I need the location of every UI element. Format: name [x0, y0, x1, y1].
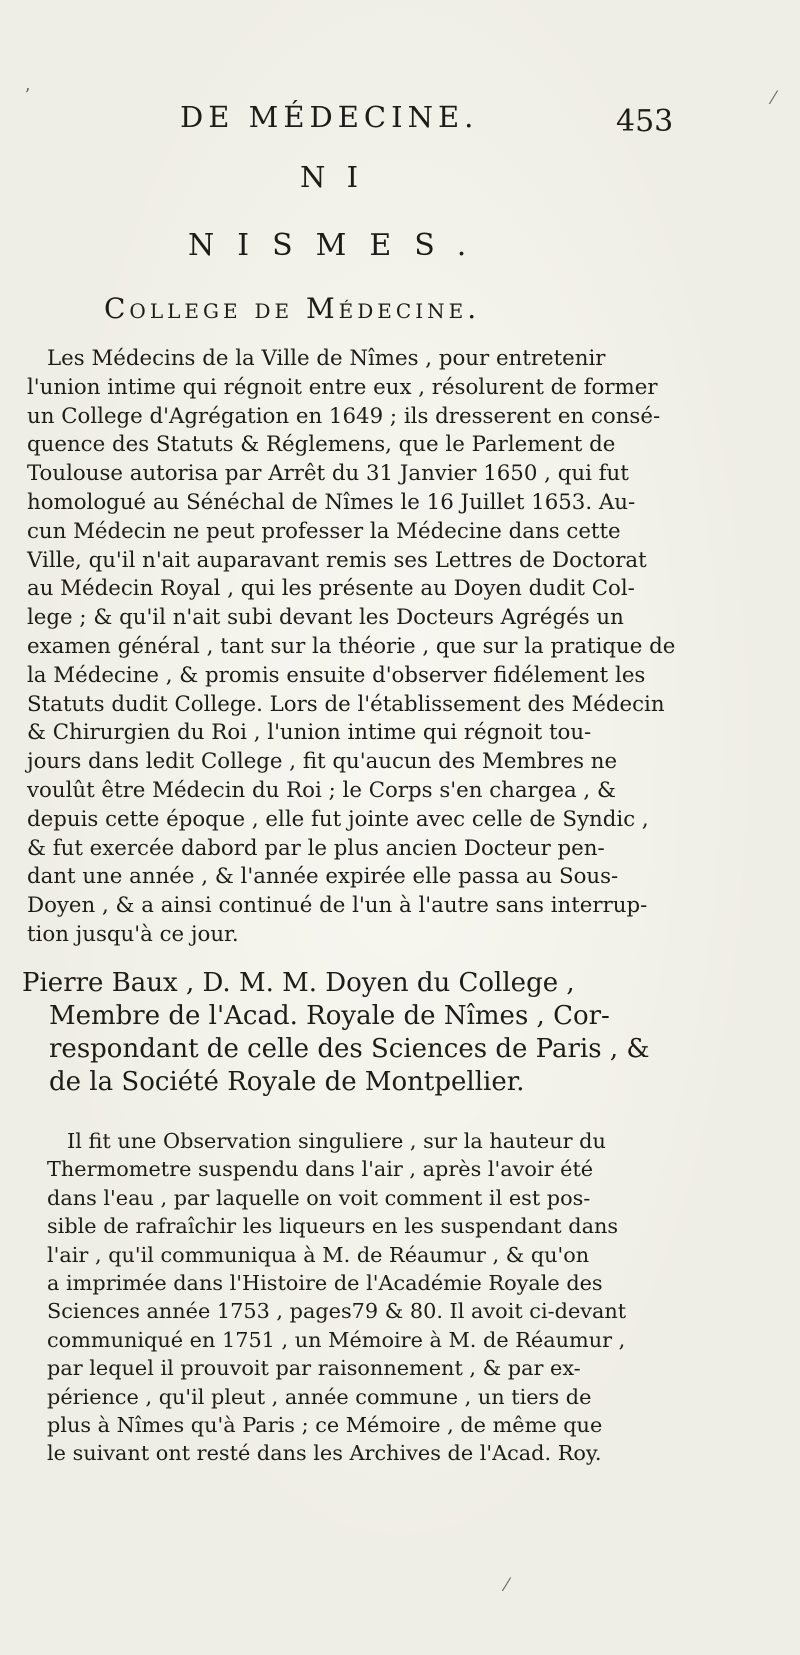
- paragraph-line: Ville, qu'il n'ait auparavant remis ses Lettres de Doctorat: [27, 547, 647, 573]
- paragraph-line: a imprimée dans l'Histoire de l'Académie Royale des: [47, 1271, 603, 1296]
- entry-line: respondant de celle des Sciences de Paris , &: [49, 1034, 650, 1064]
- paragraph-line: Les Médecins de la Ville de Nîmes , pour entretenir: [47, 346, 606, 371]
- paragraph-line: dant une année , & l'année expirée elle passa au Sous-: [27, 864, 619, 890]
- paragraph-line: voulût être Médecin du Roi ; le Corps s'en chargea , &: [27, 777, 616, 803]
- member-entry-heading: [22, 967, 694, 1099]
- entry-line: Pierre Baux , D. M. M. Doyen du College ,: [22, 968, 575, 998]
- paragraph-line: jours dans ledit College , fit qu'aucun des Membres ne: [27, 749, 618, 775]
- paragraph-line: Sciences année 1753 , pages79 & 80. Il avoit ci-devant: [47, 1299, 627, 1324]
- college-history-paragraph: [27, 345, 683, 950]
- paragraph-line: & fut exercée dabord par le plus ancien Docteur pen-: [27, 835, 605, 861]
- paragraph-line: tion jusqu'à ce jour.: [27, 921, 239, 947]
- paragraph-line: examen général , tant sur la théorie , que sur la pratique de: [27, 633, 676, 659]
- paragraph-line: depuis cette époque , elle fut jointe avec celle de Syndic ,: [27, 806, 649, 832]
- paragraph-line: l'air , qu'il communiqua à M. de Réaumur , & qu'on: [47, 1242, 590, 1267]
- paragraph-line: lege ; & qu'il n'ait subi devant les Docteurs Agrégés un: [27, 605, 624, 631]
- paragraph-line: Il fit une Observation singuliere , sur la hauteur du: [67, 1129, 606, 1153]
- paragraph-line: sible de rafraîchir les liqueurs en les suspendant dans: [47, 1214, 619, 1239]
- paragraph-line: plus à Nîmes qu'à Paris ; ce Mémoire , de même que: [47, 1413, 603, 1438]
- paragraph-line: Toulouse autorisa par Arrêt du 31 Janvier 1650 , qui fut: [27, 461, 629, 487]
- paragraph-line: la Médecine , & promis ensuite d'observer fidélement les: [27, 662, 646, 688]
- paragraph-line: homologué au Sénéchal de Nîmes le 16 Juillet 1653. Au-: [27, 489, 636, 515]
- paragraph-line: Thermometre suspendu dans l'air , après l'avoir été: [47, 1157, 594, 1182]
- paragraph-line: un College d'Agrégation en 1649 ; ils dresserent en consé-: [27, 403, 661, 429]
- paragraph-line: le suivant ont resté dans les Archives de l'Acad. Roy.: [47, 1441, 602, 1466]
- page-number: 453: [616, 104, 674, 139]
- paragraph-line: Statuts dudit College. Lors de l'établissement des Médecin: [27, 691, 665, 717]
- college-heading: College de Médecine.: [104, 292, 481, 325]
- paragraph-line: & Chirurgien du Roi , l'union intime qui régnoit tou-: [27, 720, 592, 746]
- paragraph-line: cun Médecin ne peut professer la Médecine dans cette: [27, 518, 621, 544]
- city-heading: NISMES.: [188, 228, 490, 263]
- paragraph-line: communiqué en 1751 , un Mémoire à M. de Réaumur ,: [47, 1327, 626, 1352]
- entry-line: Membre de l'Acad. Royale de Nîmes , Cor-: [49, 1001, 610, 1031]
- paragraph-line: l'union intime qui régnoit entre eux , résolurent de former: [27, 374, 658, 400]
- ink-speck: ⁄: [505, 1575, 509, 1596]
- section-code: N I: [300, 160, 365, 194]
- observation-paragraph: [47, 1127, 683, 1468]
- paragraph-line: dans l'eau , par laquelle on voit comment il est pos-: [47, 1185, 591, 1210]
- paragraph-line: Doyen , & a ainsi continué de l'un à l'autre sans interrup-: [27, 893, 648, 919]
- paragraph-line: quence des Statuts & Réglemens, que le Parlement de: [27, 432, 616, 458]
- paragraph-line: périence , qu'il pleut , année commune , un tiers de: [47, 1384, 592, 1409]
- ink-speck: ⁄: [772, 88, 776, 109]
- paragraph-line: par lequel il prouvoit par raisonnement , & par ex-: [47, 1356, 581, 1381]
- entry-line: de la Société Royale de Montpellier.: [49, 1067, 525, 1097]
- running-title: DE MÉDECINE.: [180, 100, 479, 134]
- ink-speck: ʼ: [24, 85, 30, 106]
- paragraph-line: au Médecin Royal , qui les présente au Doyen dudit Col-: [27, 576, 635, 602]
